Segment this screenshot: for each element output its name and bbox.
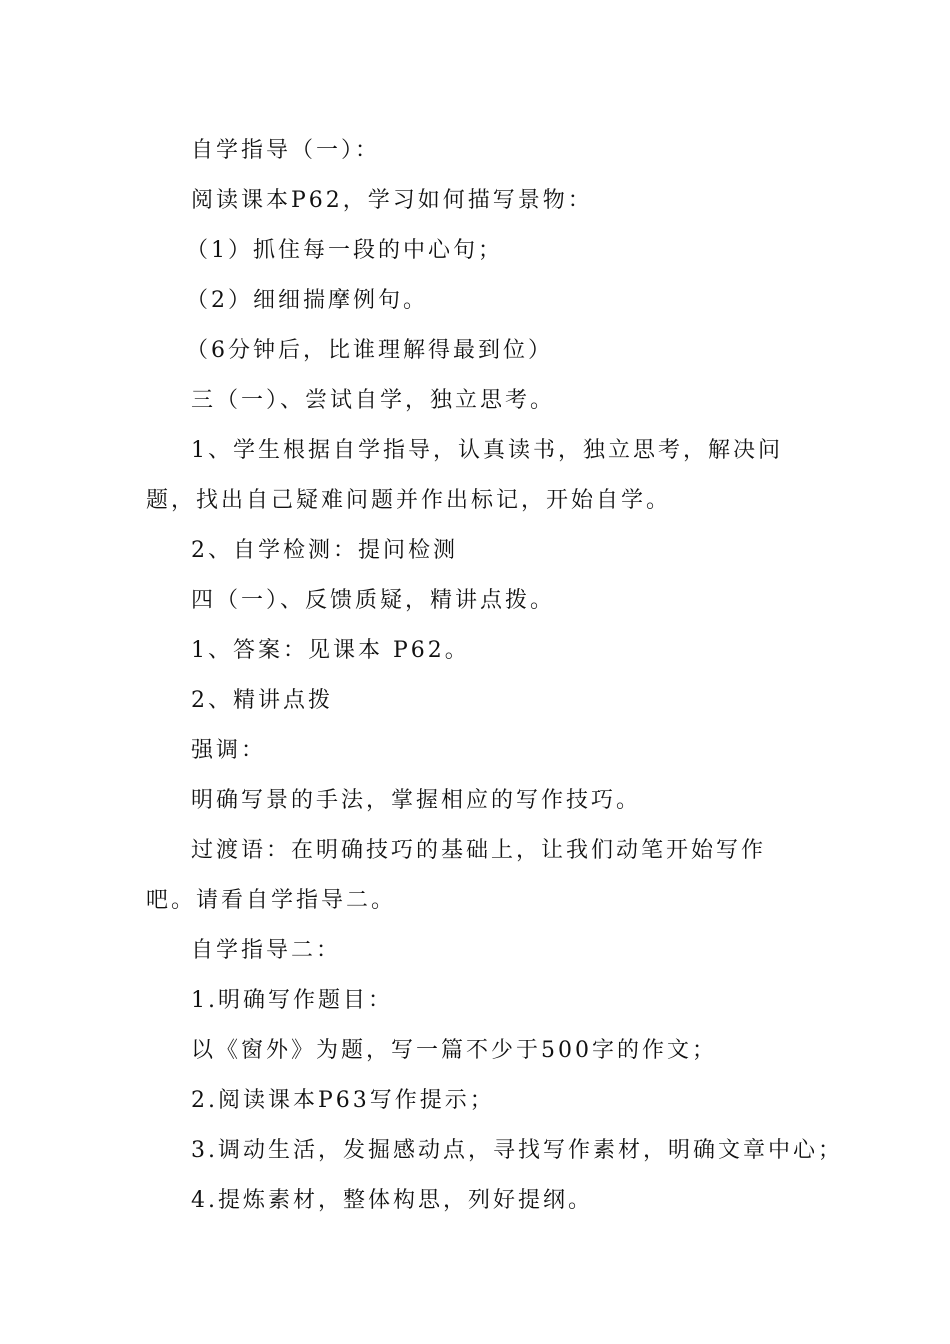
- paragraph-writing-topic-label: 1.明确写作题目：: [191, 988, 393, 1013]
- paragraph-mobilize-life: 3.调动生活，发掘感动点，寻找写作素材，明确文章中心；: [191, 1138, 843, 1163]
- paragraph-self-test: 2、自学检测：提问检测: [191, 538, 458, 563]
- paragraph-transition: 过渡语：在明确技巧的基础上，让我们动笔开始写作吧。请看自学指导二。: [146, 838, 767, 913]
- paragraph-writing-topic: 以《窗外》为题，写一篇不少于500字的作文；: [191, 1038, 717, 1063]
- paragraph-item-1-central-sentence: （1）抓住每一段的中心句；: [186, 238, 503, 263]
- paragraph-student-self-study: 1、学生根据自学指导，认真读书，独立思考，解决问题，找出自己疑难问题并作出标记，开始自学。: [146, 438, 783, 513]
- paragraph-answer: 1、答案：见课本 P62。: [191, 638, 470, 663]
- paragraph-refine-material: 4.提炼素材，整体构思，列好提纲。: [191, 1188, 593, 1213]
- paragraph-self-study-guide-1-heading: 自学指导（一）：: [191, 138, 381, 163]
- paragraph-read-textbook-p63: 2.阅读课本P63写作提示；: [191, 1088, 495, 1113]
- paragraph-self-study-guide-2-heading: 自学指导二：: [191, 938, 342, 963]
- paragraph-read-textbook-p62: 阅读课本P62，学习如何描写景物：: [191, 188, 593, 213]
- paragraph-section-4-heading: 四（一）、反馈质疑，精讲点拨。: [191, 588, 556, 613]
- paragraph-section-3-heading: 三（一）、尝试自学，独立思考。: [191, 388, 556, 413]
- paragraph-six-minutes-note: （6分钟后，比谁理解得最到位）: [186, 338, 553, 363]
- paragraph-emphasis-label: 强调：: [191, 738, 267, 763]
- paragraph-emphasis-content: 明确写景的手法，掌握相应的写作技巧。: [191, 788, 642, 813]
- paragraph-key-explanation: 2、精讲点拨: [191, 688, 333, 713]
- paragraph-item-2-example-sentences: （2）细细揣摩例句。: [186, 288, 428, 313]
